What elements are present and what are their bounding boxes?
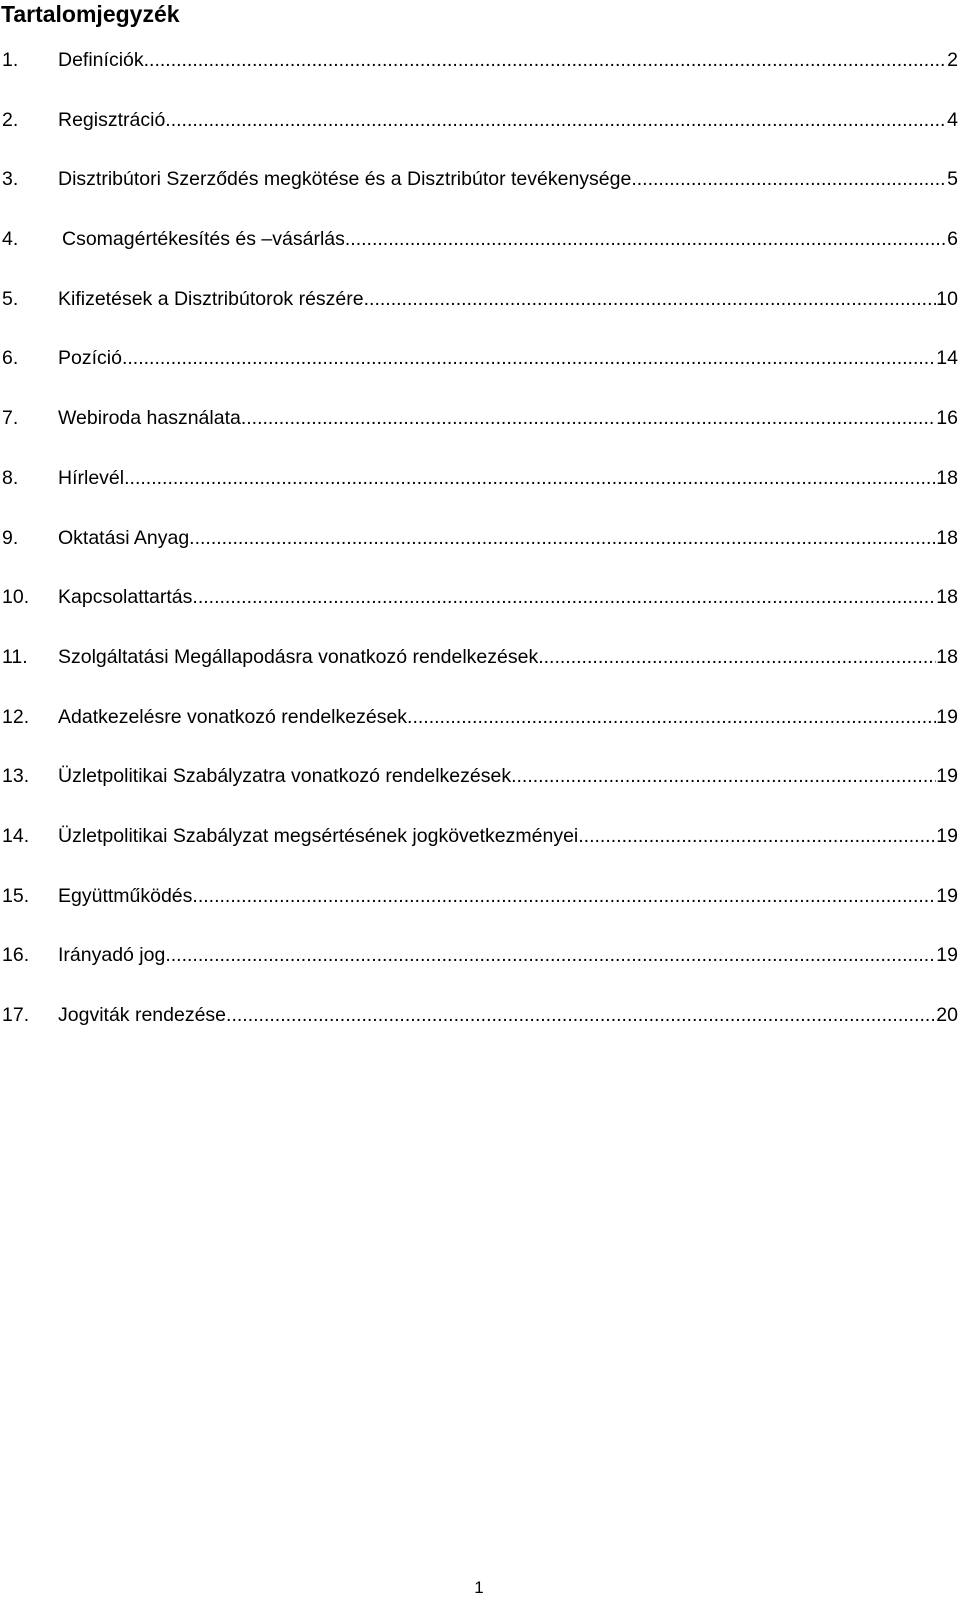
- dot-leader: [165, 940, 936, 970]
- toc-entry-label: Kapcsolattartás: [58, 586, 193, 609]
- toc-entry-4[interactable]: [0, 224, 958, 284]
- toc-entry-number: 1.: [2, 49, 19, 71]
- toc-entry-number: 7.: [2, 407, 19, 430]
- toc-entry-label: Üzletpolitikai Szabályzatra vonatkozó rendelkezések: [58, 765, 512, 788]
- toc-entry-label: Definíciók: [58, 49, 144, 71]
- toc-entry-13[interactable]: [0, 761, 958, 821]
- dot-leader: [165, 105, 947, 135]
- toc-title: Tartalomjegyzék: [1, 1, 180, 27]
- toc-entry-2[interactable]: [0, 105, 958, 165]
- toc-entry-page: 19: [936, 884, 958, 907]
- toc-entry-page: 10: [936, 287, 958, 310]
- toc-entry-6[interactable]: [0, 343, 958, 403]
- toc-entry-page: 18: [936, 645, 958, 668]
- toc-entry-label: Szolgáltatási Megállapodásra vonatkozó rendelkezések: [58, 645, 539, 668]
- toc-entry-number: 15.: [2, 884, 30, 907]
- toc-entry-page: 18: [936, 586, 958, 609]
- dot-leader: [345, 224, 947, 254]
- toc-entry-label: Adatkezelésre vonatkozó rendelkezések: [58, 705, 408, 728]
- dot-leader: [511, 761, 936, 791]
- toc-entry-label: Disztribútori Szerződés megkötése és a Disztribútor tevékenysége: [58, 168, 632, 191]
- toc-entry-page: 18: [936, 466, 958, 489]
- toc-entry-page: 19: [936, 824, 958, 847]
- toc-entry-number: 16.: [2, 944, 30, 967]
- toc-entry-number: 5.: [2, 287, 19, 310]
- dot-leader: [124, 463, 936, 493]
- toc-entry-page: 18: [936, 526, 958, 549]
- toc-entry-5[interactable]: [0, 284, 958, 344]
- toc-entry-number: 8.: [2, 466, 19, 489]
- toc-entry-number: 6.: [2, 347, 19, 370]
- toc-entry-number: 11.: [2, 645, 28, 668]
- toc-entry-label: Pozíció: [58, 347, 122, 370]
- toc-entry-1[interactable]: [0, 45, 958, 105]
- dot-leader: [538, 642, 936, 672]
- toc-entry-label: Regisztráció: [58, 108, 166, 131]
- toc-entry-number: 14.: [2, 824, 30, 847]
- dot-leader: [192, 881, 936, 911]
- toc-entry-label: Csomagértékesítés és –vásárlás: [62, 228, 345, 251]
- toc-entry-page: 5: [947, 168, 958, 191]
- toc-entry-number: 13.: [2, 765, 30, 788]
- dot-leader: [631, 164, 947, 194]
- toc-entry-label: Kifizetések a Disztribútorok részére: [58, 287, 364, 310]
- toc-entry-page: 4: [947, 108, 958, 131]
- toc-entry-9[interactable]: [0, 523, 958, 583]
- toc-entry-label: Irányadó jog: [58, 944, 166, 967]
- toc-entry-10[interactable]: [0, 582, 958, 642]
- dot-leader: [578, 821, 936, 851]
- toc-list: [0, 45, 958, 1060]
- toc-entry-label: Oktatási Anyag: [58, 526, 190, 549]
- toc-entry-label: Hírlevél: [58, 466, 125, 489]
- toc-entry-page: 16: [936, 407, 958, 430]
- toc-entry-page: 19: [936, 944, 958, 967]
- toc-entry-number: 9.: [2, 526, 19, 549]
- dot-leader: [144, 45, 948, 75]
- toc-entry-number: 4.: [2, 228, 19, 251]
- dot-leader: [241, 403, 936, 433]
- toc-entry-3[interactable]: [0, 164, 958, 224]
- toc-entry-label: Együttműködés: [58, 884, 193, 907]
- dot-leader: [192, 582, 936, 612]
- toc-entry-14[interactable]: [0, 821, 958, 881]
- toc-entry-page: 19: [936, 765, 958, 788]
- toc-entry-number: 12.: [2, 705, 30, 728]
- toc-entry-12[interactable]: [0, 702, 958, 762]
- toc-entry-17[interactable]: [0, 1000, 958, 1060]
- toc-entry-7[interactable]: [0, 403, 958, 463]
- dot-leader: [407, 702, 936, 732]
- dot-leader: [226, 1000, 936, 1030]
- toc-entry-page: 2: [947, 49, 958, 71]
- toc-entry-label: Webiroda használata: [58, 407, 241, 430]
- toc-entry-number: 10.: [2, 586, 30, 609]
- toc-entry-11[interactable]: [0, 642, 958, 702]
- dot-leader: [122, 343, 936, 373]
- toc-entry-number: 3.: [2, 168, 19, 191]
- toc-entry-page: 19: [936, 705, 958, 728]
- toc-entry-label: Jogviták rendezése: [58, 1004, 227, 1026]
- toc-entry-label: Üzletpolitikai Szabályzat megsértésének jogkövetkezményei: [58, 824, 579, 847]
- toc-entry-page: 14: [936, 347, 958, 370]
- toc-entry-8[interactable]: [0, 463, 958, 523]
- toc-entry-page: 20: [936, 1004, 958, 1026]
- toc-entry-number: 17.: [2, 1004, 30, 1026]
- toc-entry-16[interactable]: [0, 940, 958, 1000]
- dot-leader: [189, 523, 936, 553]
- toc-entry-page: 6: [947, 228, 958, 251]
- page-number: 1: [474, 1578, 484, 1597]
- toc-entry-15[interactable]: [0, 881, 958, 941]
- dot-leader: [364, 284, 937, 314]
- toc-entry-number: 2.: [2, 108, 19, 131]
